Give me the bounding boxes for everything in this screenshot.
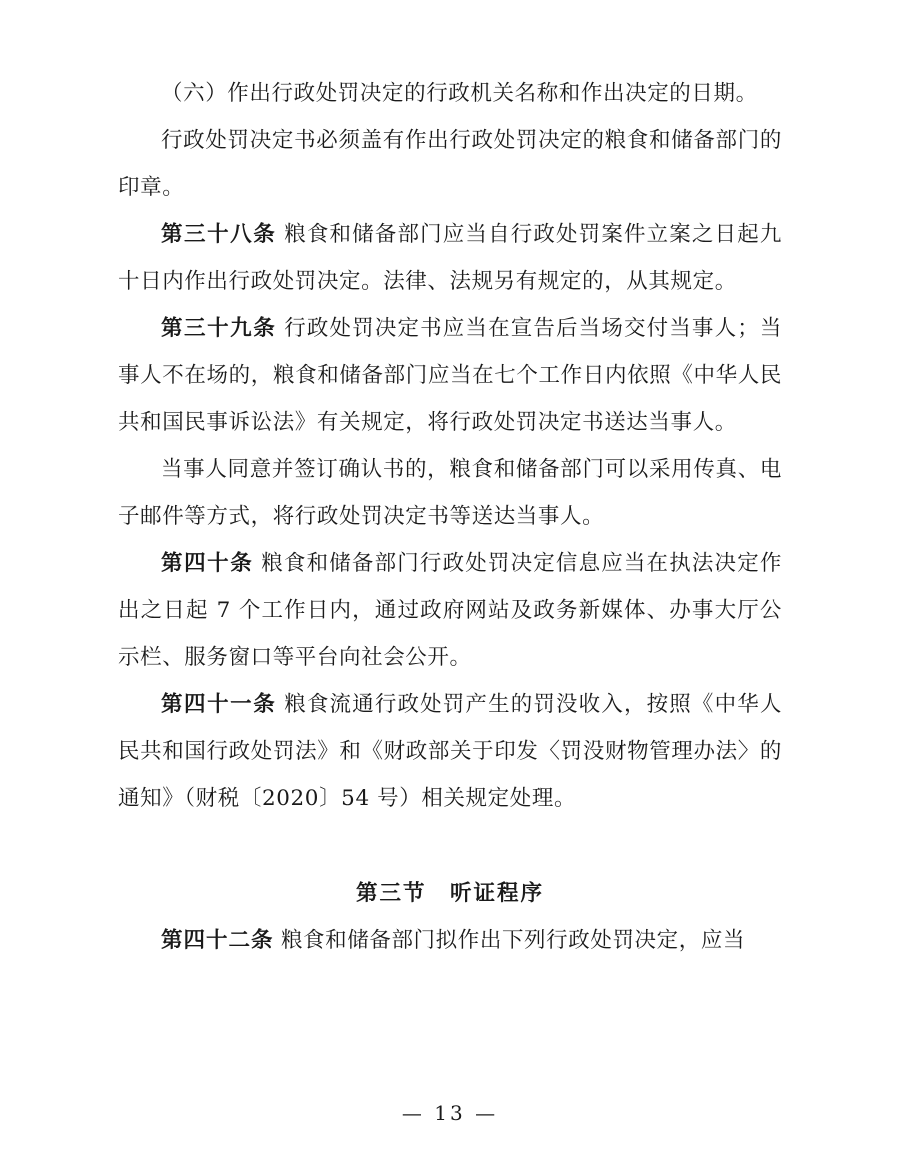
paragraph-article-40 bbox=[118, 540, 782, 681]
paragraph-text: 当事人同意并签订确认书的，粮食和储备部门可以采用传真、电子邮件等方式，将行政处罚决定书等送达当事人。 bbox=[118, 457, 782, 529]
paragraph-text: 粮食和储备部门拟作出下列行政处罚决定，应当 bbox=[280, 928, 746, 953]
paragraph-item-six bbox=[118, 70, 782, 117]
article-label: 第四十一条 bbox=[161, 692, 277, 717]
article-label: 第四十条 bbox=[161, 551, 254, 576]
article-label: 第三十八条 bbox=[161, 222, 277, 247]
paragraph-text: 粮食和储备部门行政处罚决定信息应当在执法决定作出之日起 7 个工作日内，通过政府网站及政务新媒体、办事大厅公示栏、服务窗口等平台向社会公开。 bbox=[118, 551, 782, 670]
paragraph-article-41 bbox=[118, 681, 782, 822]
document-body bbox=[118, 70, 782, 964]
paragraph-article-39 bbox=[118, 305, 782, 446]
paragraph-article-39-supplement bbox=[118, 446, 782, 540]
paragraph-text: 行政处罚决定书必须盖有作出行政处罚决定的粮食和储备部门的印章。 bbox=[118, 128, 782, 200]
paragraph-article-42 bbox=[118, 917, 782, 964]
section-heading: 第三节 听证程序 bbox=[355, 881, 544, 906]
paragraph-text: 粮食流通行政处罚产生的罚没收入，按照《中华人民共和国行政处罚法》和《财政部关于印发〈罚没财物管理办法〉的通知》（财税〔2020〕54 号）相关规定处理。 bbox=[118, 692, 782, 811]
paragraph-seal-requirement bbox=[118, 117, 782, 211]
paragraph-text: 粮食和储备部门应当自行政处罚案件立案之日起九十日内作出行政处罚决定。法律、法规另有规定的，从其规定。 bbox=[118, 222, 782, 294]
paragraph-text: 行政处罚决定书应当在宣告后当场交付当事人；当事人不在场的，粮食和储备部门应当在七个工作日内依照《中华人民共和国民事诉讼法》有关规定，将行政处罚决定书送达当事人。 bbox=[118, 316, 782, 435]
article-label: 第三十九条 bbox=[161, 316, 277, 341]
page-number: — 13 — bbox=[401, 1101, 499, 1125]
article-label: 第四十二条 bbox=[161, 928, 274, 953]
paragraph-text: （六）作出行政处罚决定的行政机关名称和作出决定的日期。 bbox=[161, 81, 758, 106]
paragraph-article-38 bbox=[118, 211, 782, 305]
section-spacer bbox=[118, 822, 782, 836]
